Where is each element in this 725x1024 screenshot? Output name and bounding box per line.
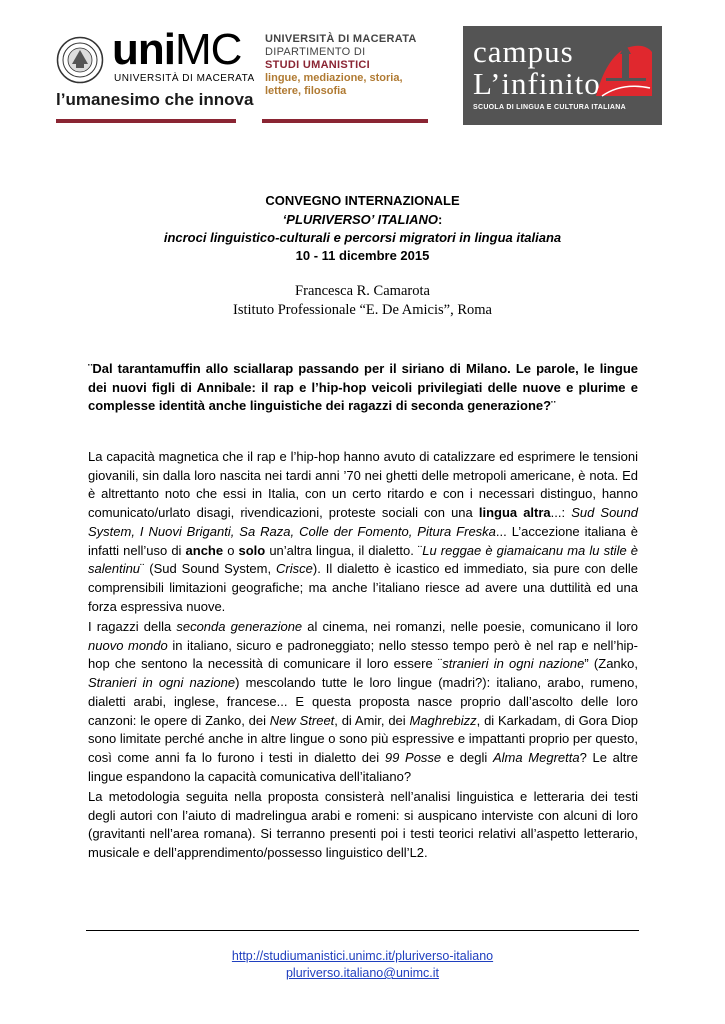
conference-name-text: ‘PLURIVERSO’ ITALIANO <box>282 212 438 227</box>
p2-n: 99 Posse <box>384 749 442 765</box>
p2-k: , di Amir, dei <box>334 712 410 728</box>
footer-email-link[interactable]: pluriverso.italiano@unimc.it <box>285 966 440 980</box>
footer-url-link[interactable]: http://studiumanistici.unimc.it/pluriverso-italiano <box>231 949 494 963</box>
p2-f: stranieri in ogni nazione <box>442 656 585 672</box>
dept-desc-2: lettere, filosofia <box>265 85 347 97</box>
dept-label: DIPARTIMENTO DI <box>265 46 366 58</box>
p2-q: ? Le altre lingue espandono la capacità comunicativa dell’italiano? <box>88 749 638 784</box>
conference-subtitle: incroci linguistico-culturali e percorsi migratori in lingua italiana <box>163 230 562 245</box>
footer-url-line <box>0 949 725 963</box>
p2-j: New Street <box>269 712 335 728</box>
tagline: l’umanesimo che innova <box>56 90 254 109</box>
logo-light: MC <box>174 25 242 74</box>
conference-name <box>0 212 725 227</box>
paper-title: ¨Dal tarantamuffin allo sciallarap passando per il siriano di Milano. Le parole, le lingue dei nuovi figli di Annibale: il rap e l’hip-hop veicoli privilegiati delle nuove e plurime e complesse identità anche linguistiche dei ragazzi di seconda generazione?¨ <box>88 361 638 414</box>
p1-i: un’altra lingua, il dialetto. ¨ <box>265 542 423 558</box>
p2-a: I ragazzi della <box>88 619 177 634</box>
p1-g: o <box>223 542 239 558</box>
logo-bold: uni <box>112 25 175 74</box>
p1-j: Lu reggae è giamaicanu ma lu stile è salentinu <box>88 542 638 577</box>
p1-m: ). Il dialetto è icastico ed immediato, sia pure con delle comprensibili limitazioni geografiche; ma anche l’italiano riesce ad avere una duttilità ed una forza espressiva nuove. <box>88 561 638 614</box>
p1-a: La capacità magnetica che il rap e l’hip-hop hanno avuto di catalizzare ed esprimere le tensioni giovanili, sin dalla loro nascita nei tardi anni ’70 nei ghetti delle metropoli americane, è nota. Ed è altrettanto noto che essi in Italia, con un certo ritardo e con i necessari distinguo, hanno comunicato/urlato disagi, rivendicazioni, proteste sociali con una <box>88 449 638 521</box>
campus-line2: L’infinito <box>473 66 601 101</box>
paragraph-2 <box>88 618 638 786</box>
p2-c: al cinema, nei romanzi, nelle poesie, comunicano il loro <box>302 619 638 634</box>
department-block <box>265 33 417 98</box>
paragraph-3: La metodologia seguita nella proposta consisterà nell’analisi linguistica e letteraria dei testi degli autori con l’aiuto di madrelingua arabi e romeni: si auspicano interviste con alcuni di loro (gravitanti nell’area romana). Si terranno presenti poi i testi teorici relativi all’aspetto letterario, musicale e dell’apprendimento/possesso linguistico dell’L2. <box>88 789 638 861</box>
dept-name: STUDI UMANISTICI <box>265 59 371 71</box>
conference-date: 10 - 11 dicembre 2015 <box>295 248 430 263</box>
university-seal-icon <box>56 36 104 84</box>
p2-l: Maghrebizz <box>409 712 477 728</box>
header-divider-right <box>262 119 428 123</box>
dept-desc-1: lingue, mediazione, storia, <box>265 72 403 84</box>
dept-university: UNIVERSITÀ DI MACERATA <box>265 33 417 45</box>
unimc-logo-subtitle: UNIVERSITÀ DI MACERATA <box>114 73 255 84</box>
p2-o: e degli <box>441 749 493 765</box>
p1-f: anche <box>185 542 224 558</box>
campus-logo <box>463 26 662 125</box>
p2-m: , di Karkadam, di Gora Diop sono limitate perché anche in altre lingue o sono più espressive e impattanti proprio per questo, così come anni fa lo furono i testi in dialetto dei <box>88 712 639 765</box>
p1-b: lingua altra <box>478 505 551 521</box>
p1-h: solo <box>238 542 266 558</box>
p1-l: Crisce <box>276 561 313 577</box>
footer-divider <box>86 930 639 931</box>
p1-c: ...: <box>550 505 572 521</box>
campus-line1: campus <box>473 34 574 69</box>
p1-k: ¨ (Sud Sound System, <box>140 561 277 577</box>
conference-label: CONVEGNO INTERNAZIONALE <box>265 193 460 208</box>
campus-subtitle: SCUOLA DI LINGUA E CULTURA ITALIANA <box>473 104 626 111</box>
paragraph-1 <box>88 448 638 616</box>
p2-h: Stranieri in ogni nazione <box>88 675 236 691</box>
p2-g: ” (Zanko, <box>584 656 638 672</box>
p2-i: ) mescolando tutte le loro lingue (madri?): italiano, arabo, rumeno, dialetti arabi, inglese, francese... E questa proposta nasce proprio dall’ascolto delle loro canzoni: le opere di Zanko, dei <box>88 675 638 728</box>
p1-d: Sud Sound System, I Nuovi Briganti, Sa Raza, Colle der Fomento, Pitura Freska <box>88 505 638 539</box>
p2-e: in italiano, sicuro e padroneggiato; nello stesso tempo però è nel rap e nell’hip-hop che sentono la necessità di comunicare il loro essere ¨ <box>88 637 638 672</box>
p2-b: seconda generazione <box>176 619 303 634</box>
author-name: Francesca R. Camarota <box>295 283 430 299</box>
author-institute: Istituto Professionale “E. De Amicis”, Roma <box>233 302 492 318</box>
footer-email-line <box>0 966 725 980</box>
p2-p: Alma Megretta <box>492 749 580 765</box>
p1-e: ... L’accezione italiana è infatti nell’uso di <box>88 523 638 558</box>
unimc-logo-text <box>112 25 242 74</box>
header-divider-left <box>56 119 236 123</box>
conference-name-colon: : <box>437 212 443 227</box>
campus-tower-icon <box>592 38 654 100</box>
p2-d: nuovo mondo <box>88 637 168 653</box>
